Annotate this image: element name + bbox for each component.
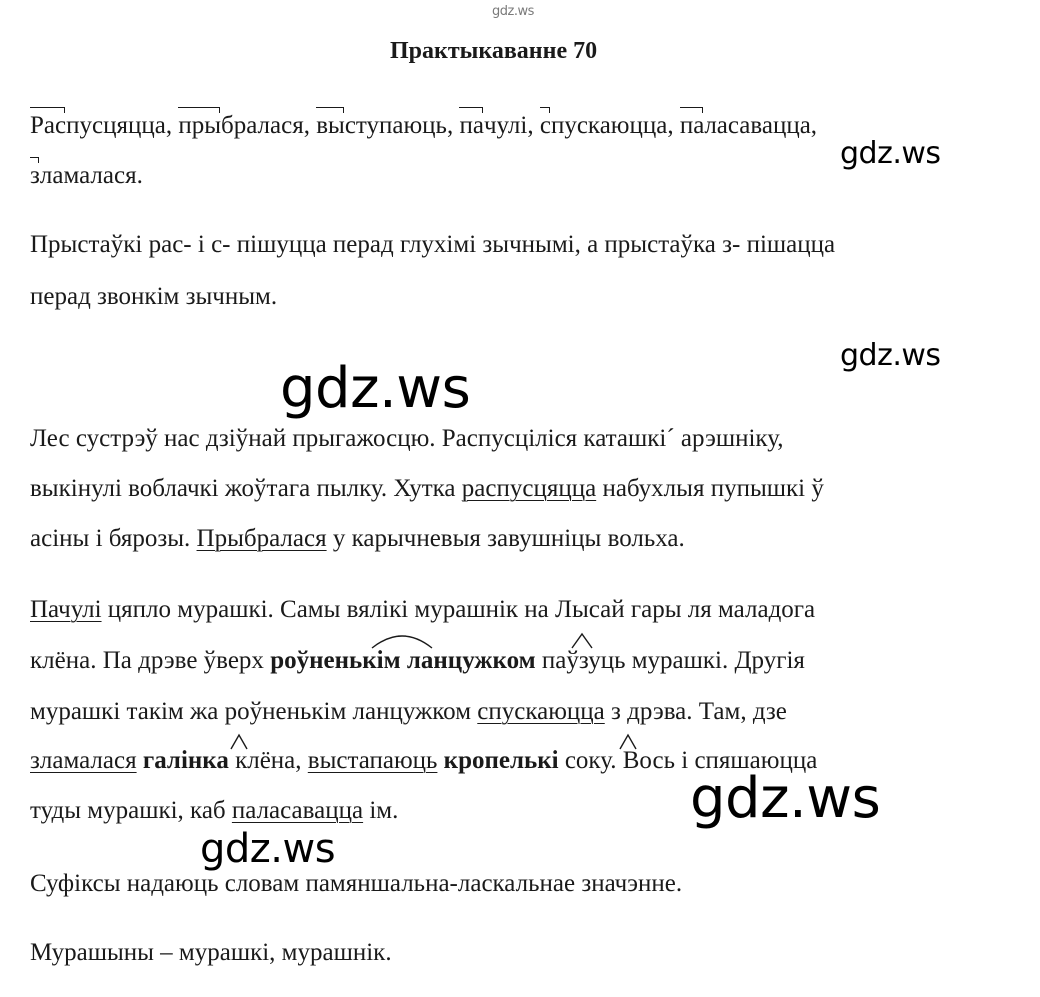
- watermark-right-2: gdz.ws: [840, 338, 941, 373]
- watermark-bottom-left: gdz.ws: [200, 826, 336, 872]
- word-rest: ласавацца,: [704, 112, 818, 139]
- prefix-mark: з: [30, 162, 40, 189]
- text-span: набухлыя пупышкі ў: [596, 475, 824, 502]
- prefix-mark: Рас: [30, 112, 67, 139]
- rule-line-1: Прыстаўкі рас- і с- пішуцца перад глухімі зычнымі, а прыстаўка з- пішацца: [30, 231, 836, 258]
- suffix-note: Суфіксы надаюць словам памяншальна-ласкальнае значэнне.: [30, 870, 683, 897]
- suffix-caret-mark: [231, 735, 247, 749]
- bold-word: галінка: [142, 747, 229, 774]
- text-span: цяпло мурашкі. Самы вялікі мурашнік на Лысай гары ля маладога: [101, 596, 816, 623]
- word-rest: бралася,: [221, 112, 310, 139]
- underlined-word: выстапаюць: [307, 747, 438, 774]
- prefix-mark: па: [679, 112, 705, 139]
- text-span: соку. Вось і спяшаюцца: [558, 747, 818, 774]
- text-span: у карычневыя завушніцы вольха.: [326, 525, 685, 552]
- underlined-word: Пачулі: [30, 596, 102, 623]
- watermark-tiny: gdz.ws: [492, 4, 534, 19]
- rule-line-2: перад звонкім зычным.: [30, 283, 278, 310]
- underlined-word: спускаюцца: [477, 698, 605, 725]
- prefix-mark: пры: [178, 112, 222, 139]
- watermark-center-large: gdz.ws: [280, 356, 471, 421]
- bold-word: кропелькі: [443, 747, 559, 774]
- suffix-caret-mark: [620, 735, 636, 749]
- underlined-word: зламалася: [30, 747, 137, 774]
- bold-word: роўненькім: [270, 647, 401, 674]
- example-line: Мурашыны – мурашкі, мурашнік.: [30, 939, 392, 966]
- text-span: з дрэва. Там, дзе: [604, 698, 787, 725]
- word-rest: пускаюцца,: [550, 112, 674, 139]
- prefix-mark: па: [459, 112, 484, 139]
- watermark-right-large: gdz.ws: [690, 766, 881, 831]
- underlined-word: паласавацца: [231, 797, 364, 824]
- underlined-word: Прыбралася: [196, 525, 327, 552]
- prefix-mark: с: [539, 112, 551, 139]
- word-rest: чулі,: [483, 112, 534, 139]
- text-span: паўзуць мурашкі. Другія: [535, 647, 805, 674]
- text-span: клёна,: [228, 747, 308, 774]
- text-line-1: Лес сустрэў нас дзіўнай прыгажосцю. Распусціліся каташкі´ арэшніку,: [30, 425, 784, 452]
- underlined-word: распусцяцца: [461, 475, 597, 502]
- suffix-arc-mark: [372, 636, 432, 648]
- page-title: Практыкаванне 70: [390, 38, 598, 64]
- text-span: выкінулі воблачкі жоўтага пылку. Хутка: [30, 475, 462, 502]
- bold-word: ланцужком: [406, 647, 536, 674]
- text-span: асіны і бярозы.: [30, 525, 197, 552]
- text-span: клёна. Па дрэве ўверх: [30, 647, 271, 674]
- prefix-mark: вы: [316, 112, 345, 139]
- suffix-caret-mark: [572, 634, 592, 648]
- text-span: мурашкі такім жа роўненькім ланцужком: [30, 698, 478, 725]
- text-span: ім.: [363, 797, 399, 824]
- word-rest: ступаюць,: [344, 112, 454, 139]
- text-span: туды мурашкі, каб: [30, 797, 232, 824]
- watermark-right-1: gdz.ws: [840, 136, 941, 171]
- word-rest: ламалася.: [39, 162, 143, 189]
- word-rest: пусцяцца,: [66, 112, 173, 139]
